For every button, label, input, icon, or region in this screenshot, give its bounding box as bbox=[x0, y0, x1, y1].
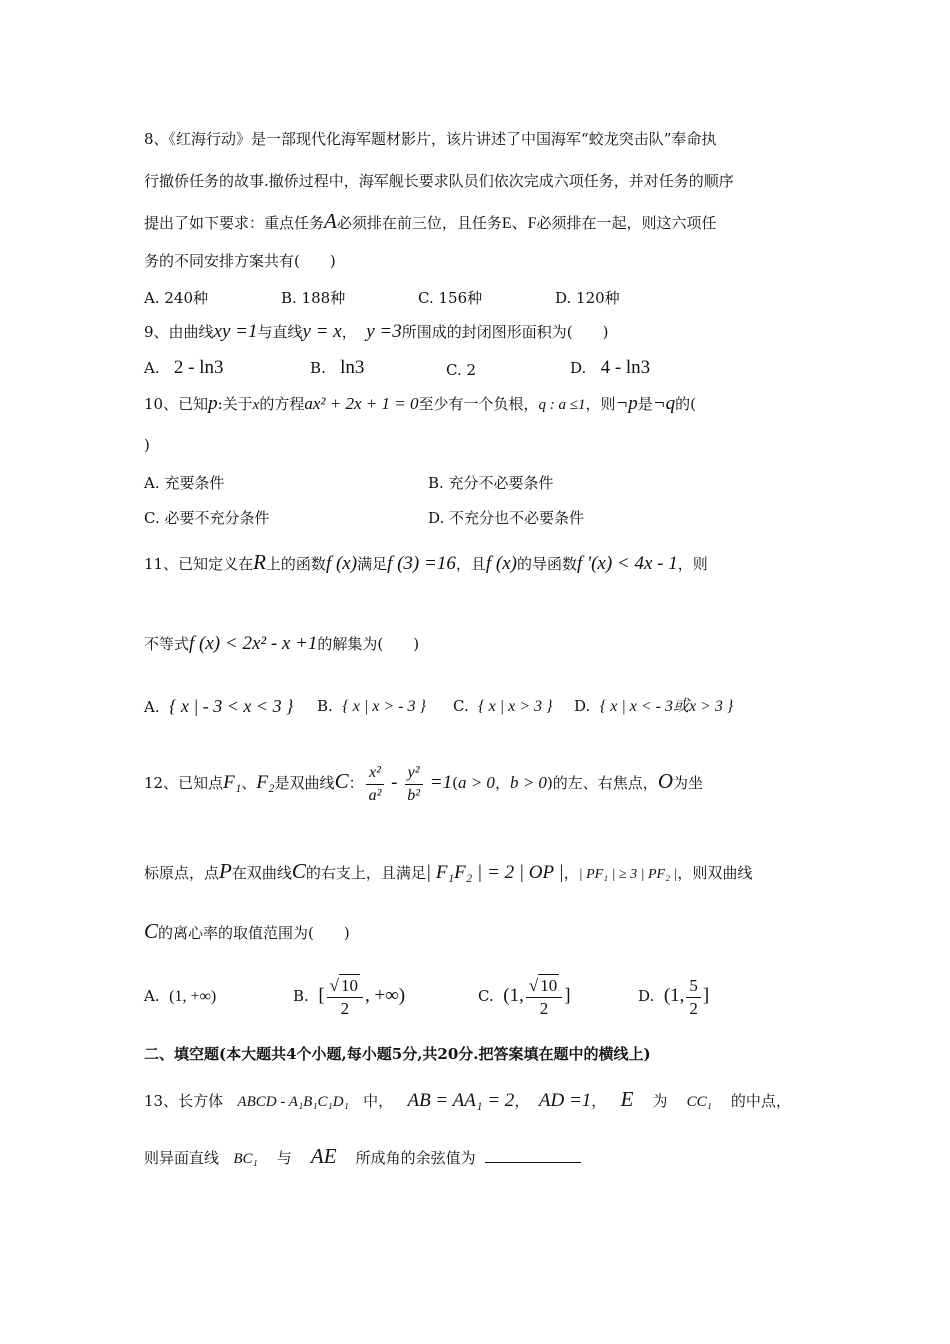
q8-option-b: B. 188种 bbox=[281, 289, 346, 307]
q10-q: q : a ≤1 bbox=[538, 397, 586, 413]
q9-line-eq: y = x bbox=[302, 321, 342, 342]
option-value: ln3 bbox=[340, 357, 365, 378]
option-label: D. bbox=[638, 987, 655, 1005]
answer-blank[interactable] bbox=[485, 1148, 581, 1163]
option-value: 4 - ln3 bbox=[600, 357, 651, 378]
q12-text: 在双曲线 bbox=[231, 864, 292, 882]
q13-line-2 bbox=[144, 1145, 581, 1170]
option-tail: ] bbox=[702, 985, 710, 1006]
q13-line-1 bbox=[144, 1088, 791, 1113]
option-label: B. bbox=[293, 987, 309, 1005]
option-label: D. bbox=[574, 697, 591, 715]
q12-text: 、 bbox=[241, 774, 257, 792]
fraction-numerator: x² bbox=[366, 762, 384, 785]
option-label: C. bbox=[453, 697, 469, 715]
q12-option-d bbox=[638, 972, 709, 1020]
q12-text: 的左、右焦点， bbox=[552, 774, 658, 792]
q12-text: 的右支上，且满足 bbox=[305, 864, 426, 882]
q10-line-1 bbox=[144, 393, 696, 416]
option-label: A. bbox=[144, 359, 160, 377]
q11-line-2 bbox=[144, 633, 419, 655]
q12-text: 12、已知点 bbox=[144, 774, 224, 792]
q13-solid: ABCD - A₁B₁C₁D₁ bbox=[237, 1094, 349, 1110]
q11-fx-2: f (x) bbox=[485, 553, 517, 574]
fraction-denominator: 2 bbox=[340, 999, 350, 1018]
q12-minus: - bbox=[386, 772, 403, 793]
q10-line-2: ) bbox=[144, 436, 150, 454]
q12-C: C bbox=[334, 769, 349, 793]
q9-option-b bbox=[310, 357, 364, 379]
q10-option-a: A. 充要条件 bbox=[144, 474, 225, 492]
q8-text: 必须排在前三位，且任务 bbox=[336, 214, 502, 232]
q10-option-b: B. 充分不必要条件 bbox=[428, 474, 554, 492]
q13-ae: AE bbox=[310, 1144, 337, 1168]
q12-text: ，则双曲线 bbox=[677, 864, 753, 882]
q13-text: 所成角的余弦值为 bbox=[355, 1149, 476, 1167]
q10-text: 的( bbox=[675, 395, 696, 413]
q9-line-1 bbox=[144, 321, 608, 343]
option-value: 2 - ln3 bbox=[173, 357, 224, 378]
q10-text: 是 bbox=[637, 395, 653, 413]
q10-x: x bbox=[252, 397, 260, 413]
q12-cond-b: b > 0 bbox=[509, 773, 547, 792]
radicand: 10 bbox=[341, 976, 359, 995]
q11-option-c bbox=[453, 695, 552, 718]
q9-line-eq-2: y =3 bbox=[366, 321, 402, 342]
q11-text: ，则 bbox=[677, 555, 708, 573]
q11-text: 不等式 bbox=[144, 635, 190, 653]
q11-derivative: f '(x) < 4x - 1 bbox=[577, 553, 678, 574]
option-bracket: (1, bbox=[503, 985, 524, 1006]
q11-option-b bbox=[317, 695, 426, 718]
option-tail: , +∞) bbox=[365, 985, 406, 1006]
q12-O: O bbox=[657, 769, 673, 793]
fraction-numerator: √ 10 bbox=[526, 974, 562, 998]
q13-text: 的中点， bbox=[730, 1092, 791, 1110]
option-fraction bbox=[686, 975, 701, 1020]
q10-text: :关于 bbox=[217, 395, 253, 413]
q11-text: 的解集为( ) bbox=[317, 635, 420, 653]
q11-inequality: f (x) < 2x² - x +1 bbox=[189, 633, 318, 654]
q10-equation: ax² + 2x + 1 = 0 bbox=[304, 394, 419, 413]
q11-fx: f (x) bbox=[325, 553, 358, 574]
q12-condition-1: | F₁F₂ | = 2 | OP | bbox=[425, 862, 564, 883]
q11-text: 上的函数 bbox=[265, 555, 326, 573]
q12-P: P bbox=[219, 859, 232, 883]
q8-task-a: A bbox=[324, 209, 337, 233]
option-bracket: (1, bbox=[663, 985, 685, 1006]
q12-line-2 bbox=[144, 860, 752, 886]
q12-line-3 bbox=[144, 920, 350, 944]
q12-text: 的离心率的取值范围为( ) bbox=[158, 924, 350, 942]
q10-text: 的方程 bbox=[259, 395, 305, 413]
q13-text: ， bbox=[514, 1092, 530, 1110]
q8-option-a: A. 240种 bbox=[144, 289, 208, 307]
option-bracket: [ bbox=[318, 985, 325, 1006]
q9-text: 所围成的封闭图形面积为( ) bbox=[401, 323, 609, 341]
radicand: 10 bbox=[540, 976, 558, 995]
q11-text: 的导函数 bbox=[516, 555, 577, 573]
q9-option-a bbox=[144, 357, 224, 379]
q10-text: 10、已知 bbox=[144, 395, 209, 413]
q12-text: 标原点，点 bbox=[144, 864, 220, 882]
q10-text: 至少有一个负根， bbox=[418, 395, 539, 413]
option-label: B. bbox=[310, 359, 326, 377]
q13-text: 13、长方体 bbox=[144, 1092, 224, 1110]
option-label: A. bbox=[144, 987, 160, 1005]
q8-option-c: C. 156种 bbox=[418, 289, 483, 307]
option-tail: ] bbox=[564, 985, 571, 1006]
q10-not-p: ¬p bbox=[615, 393, 638, 414]
q12-C-2: C bbox=[291, 859, 306, 883]
option-label: B. bbox=[317, 697, 333, 715]
q9-text: ， bbox=[341, 323, 357, 341]
q11-option-a bbox=[144, 695, 293, 718]
fraction-denominator: b² bbox=[407, 786, 421, 804]
fraction-numerator: 5 bbox=[686, 975, 701, 998]
q12-text: ： bbox=[348, 774, 364, 792]
q10-option-d: D. 不充分也不必要条件 bbox=[428, 509, 585, 527]
q8-task-ef: E、F bbox=[501, 215, 537, 232]
q8-line-3 bbox=[144, 210, 717, 235]
q12-text: 为坐 bbox=[672, 774, 703, 792]
q12-option-c bbox=[478, 972, 571, 1020]
q13-text: 中， bbox=[363, 1092, 394, 1110]
q8-text: 提出了如下要求：重点任务 bbox=[144, 214, 325, 232]
q8-line-1: 8、《红海行动》是一部现代化海军题材影片，该片讲述了中国海军“蛟龙突击队”奉命执 bbox=[144, 130, 717, 148]
q11-text: 满足 bbox=[357, 555, 388, 573]
q10-text: ，则 bbox=[585, 395, 616, 413]
fraction-numerator: y² bbox=[405, 762, 423, 785]
q11-line-1 bbox=[144, 551, 708, 575]
option-label: D. bbox=[570, 359, 587, 377]
q9-option-c: C. 2 bbox=[446, 361, 477, 379]
q8-line-4: 务的不同安排方案共有( ) bbox=[144, 252, 336, 270]
q11-option-d bbox=[574, 695, 733, 718]
q9-curve: xy =1 bbox=[213, 321, 258, 342]
q11-text: ，且 bbox=[455, 555, 486, 573]
option-value: { x | x < - 3或x > 3 } bbox=[599, 698, 734, 715]
q11-R: R bbox=[253, 550, 266, 574]
option-value: { x | x > 3 } bbox=[478, 698, 553, 715]
fraction-denominator: 2 bbox=[689, 998, 698, 1018]
q10-option-c: C. 必要不充分条件 bbox=[144, 509, 270, 527]
q8-option-d: D. 120种 bbox=[555, 289, 620, 307]
option-fraction bbox=[327, 974, 363, 1020]
option-value: (1, +∞) bbox=[169, 988, 217, 1005]
q8-text: 必须排在一起，则这六项任 bbox=[536, 214, 717, 232]
q12-C-3: C bbox=[144, 919, 159, 943]
option-value: { x | x > - 3 } bbox=[342, 698, 426, 715]
section-heading-fill-in: 二、填空题(本大题共4个小题,每小题5分,共20分.把答案填在题中的横线上) bbox=[144, 1045, 651, 1063]
q12-text: ， bbox=[494, 774, 510, 792]
fraction-numerator: √ 10 bbox=[327, 974, 363, 998]
q11-f3: f (3) =16 bbox=[387, 553, 456, 574]
q13-text: 为 bbox=[652, 1092, 668, 1110]
q13-text: 与 bbox=[276, 1149, 292, 1167]
q12-cond-a: a > 0 bbox=[457, 773, 495, 792]
q9-text: 9、由曲线 bbox=[144, 323, 214, 341]
q12-fraction-y bbox=[404, 762, 423, 807]
q12-text: 是双曲线 bbox=[274, 774, 335, 792]
q11-text: 11、已知定义在 bbox=[144, 555, 254, 573]
q13-condition-2: AD =1 bbox=[538, 1090, 592, 1111]
q12-option-a bbox=[144, 972, 216, 1021]
q10-not-q: ¬q bbox=[652, 393, 676, 414]
q13-E: E bbox=[620, 1087, 634, 1111]
q12-fraction-x bbox=[366, 762, 385, 807]
q12-F1: F₁ bbox=[223, 772, 242, 793]
q12-text: ) bbox=[546, 774, 553, 792]
option-value: { x | - 3 < x < 3 } bbox=[169, 696, 294, 716]
option-label: C. bbox=[478, 987, 494, 1005]
q13-cc1: CC₁ bbox=[686, 1094, 712, 1110]
option-fraction bbox=[526, 974, 562, 1020]
q9-option-d bbox=[570, 357, 650, 379]
q12-text: ( bbox=[452, 774, 458, 792]
q13-bc1: BC₁ bbox=[233, 1151, 258, 1167]
q12-F2: F₂ bbox=[256, 772, 275, 793]
q12-text: ， bbox=[563, 864, 579, 882]
q12-condition-2: | PF₁ | ≥ 3 | PF₂ | bbox=[578, 867, 678, 882]
q8-line-2: 行撤侨任务的故事.撤侨过程中，海军舰长要求队员们依次完成六项任务，并对任务的顺序 bbox=[144, 172, 734, 190]
q9-text: 与直线 bbox=[257, 323, 303, 341]
option-label: A. bbox=[144, 698, 160, 716]
q12-option-b bbox=[293, 972, 405, 1020]
fraction-denominator: 2 bbox=[539, 999, 549, 1018]
q13-text: 则异面直线 bbox=[144, 1149, 220, 1167]
q10-p: p bbox=[208, 393, 218, 414]
q13-condition-1: AB = AA₁ = 2 bbox=[407, 1090, 515, 1111]
q12-line-1 bbox=[144, 758, 703, 807]
q13-text: ， bbox=[591, 1092, 607, 1110]
fraction-denominator: a² bbox=[368, 786, 382, 804]
q12-equals: =1 bbox=[425, 772, 453, 793]
